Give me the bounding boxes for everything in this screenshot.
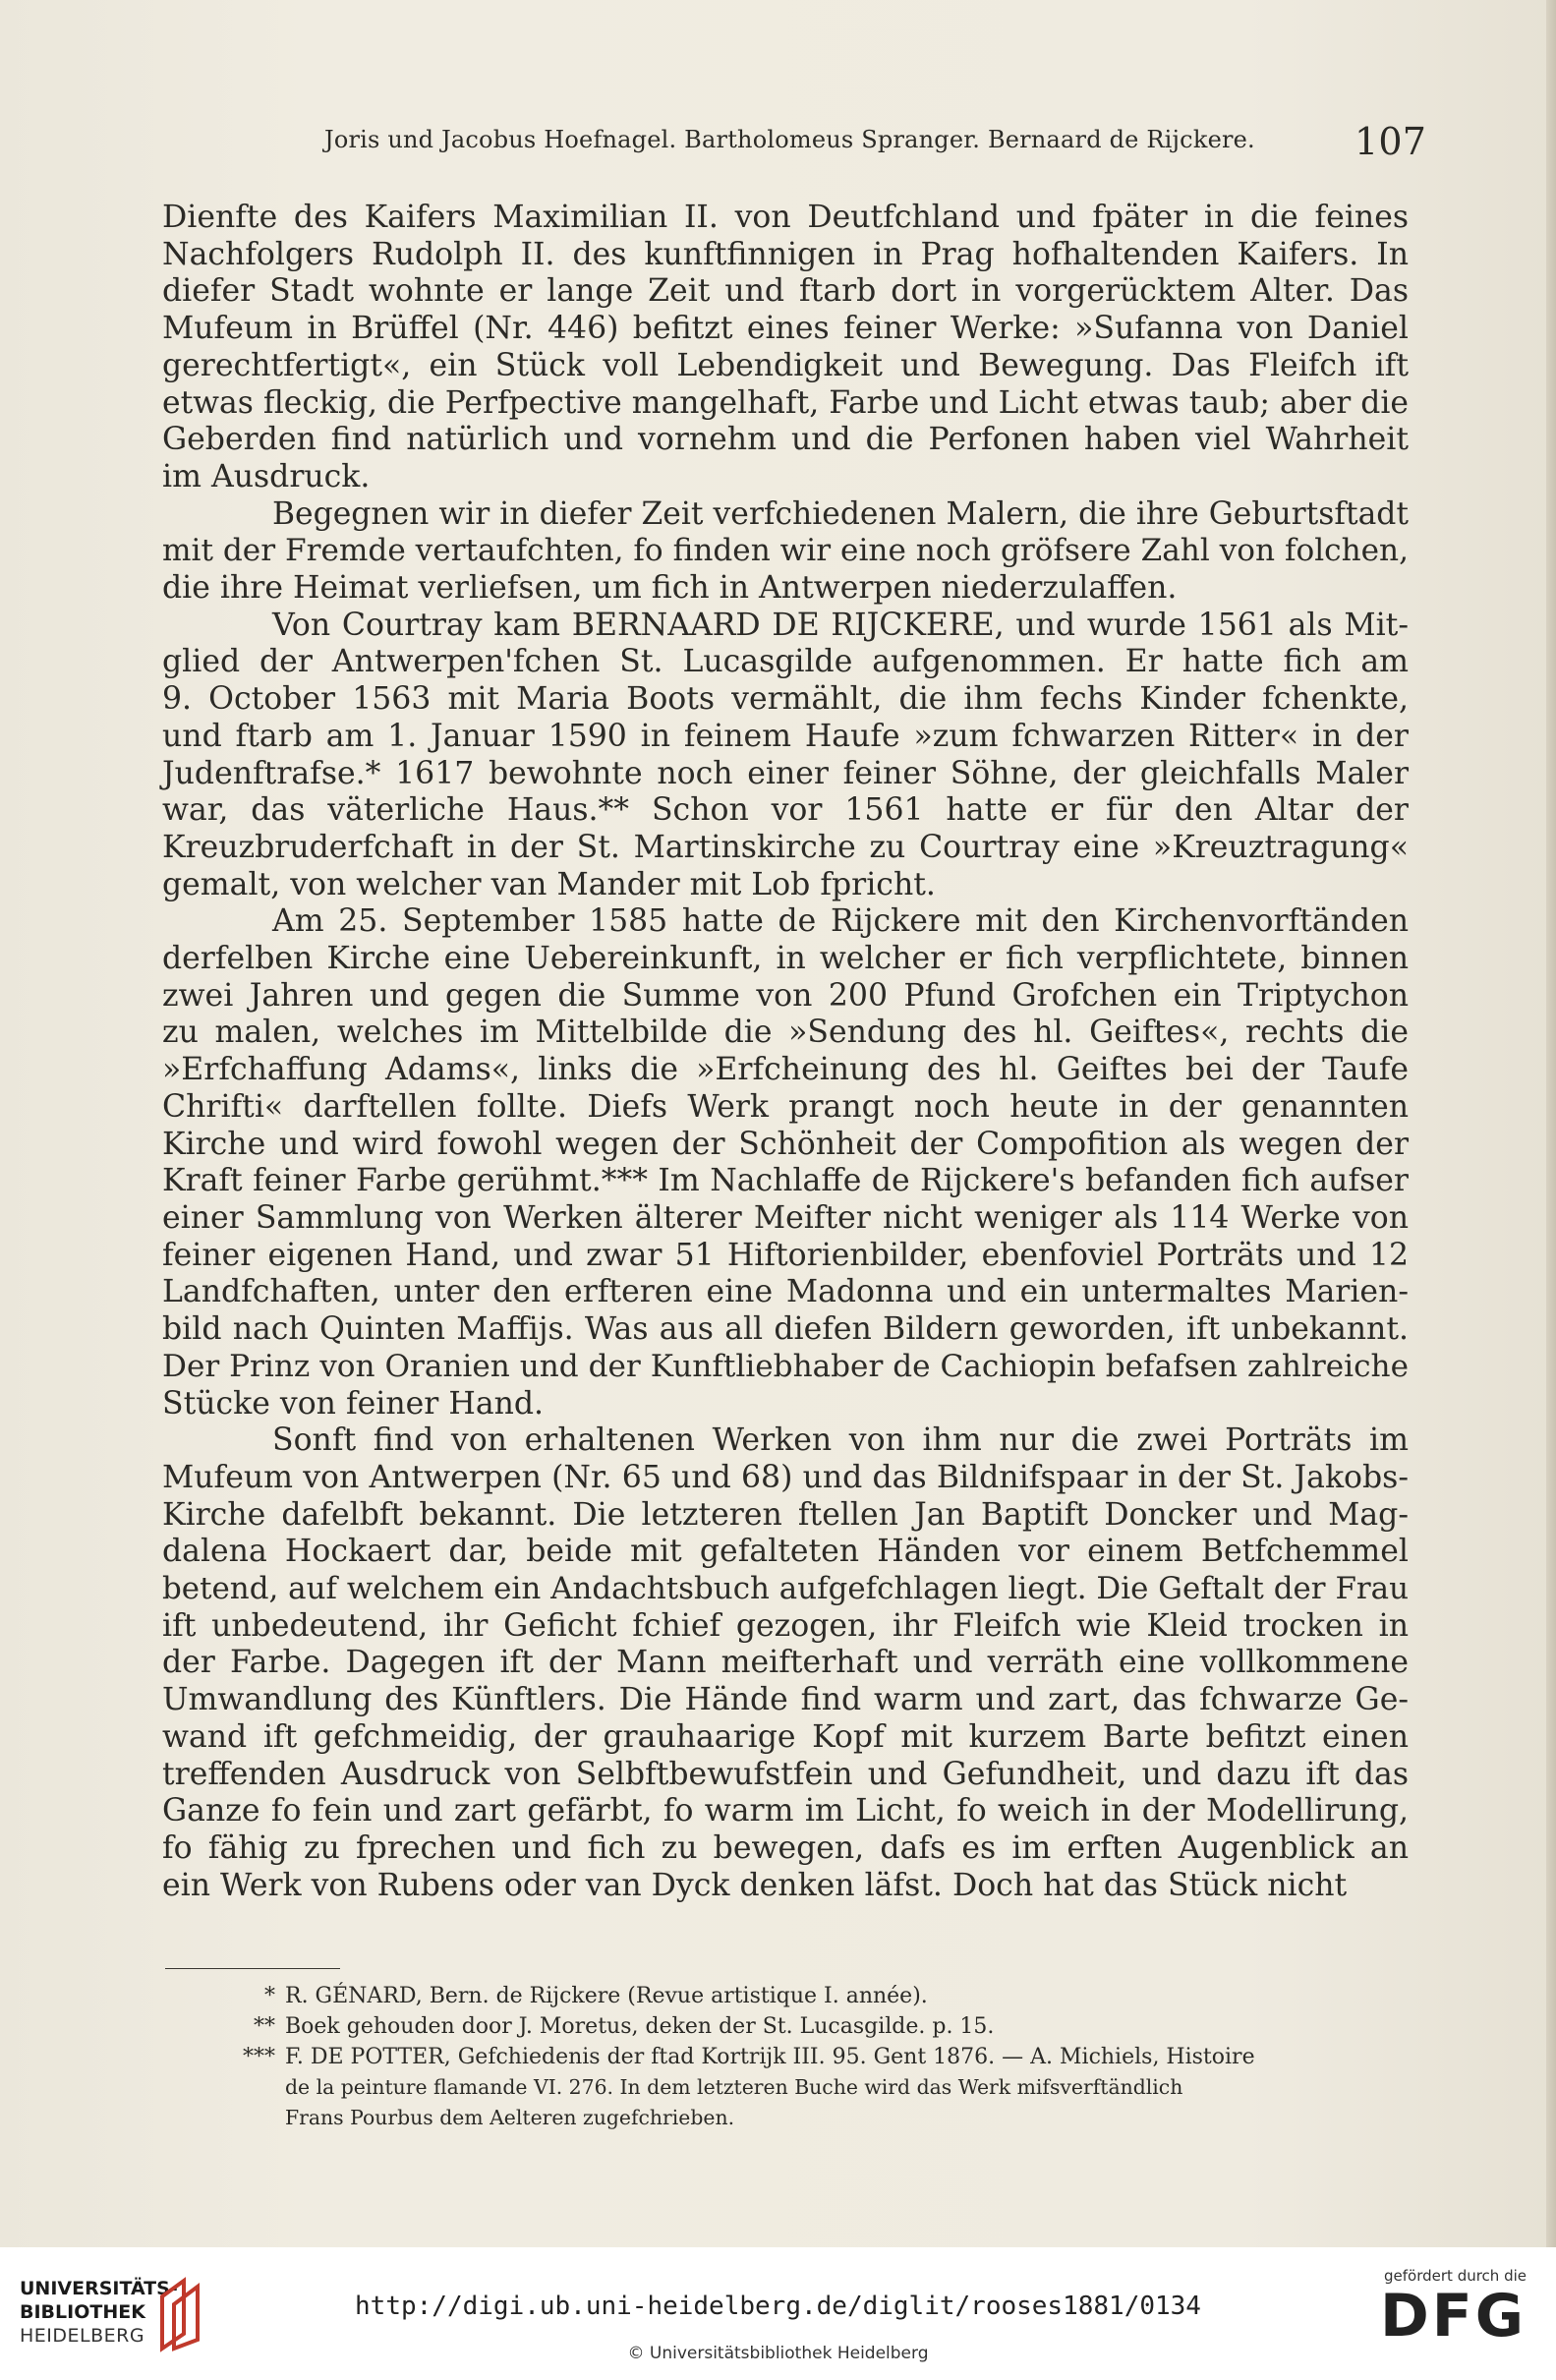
text-line: Begegnen wir in diefer Zeit verfchiedenen Malern, die ihre Geburtsftadt — [272, 495, 1409, 532]
paragraph — [162, 608, 1409, 904]
funded-by-label: gefördert durch die — [1384, 2267, 1527, 2285]
text-line: Mufeum in Brüffel (Nr. 446) befitzt eines feiner Werke: »Sufanna von Daniel — [162, 311, 1409, 347]
footnote — [197, 2042, 1408, 2072]
permalink-url[interactable]: http://digi.ub.uni-heidelberg.de/diglit/rooses1881/0134 — [355, 2292, 1201, 2321]
footnote-text: Boek gehouden door J. Moretus, deken der St. Lucasgilde. p. 15. — [285, 2014, 995, 2039]
text-line: einer Sammlung von Werken älterer Meifter nicht weniger als 114 Werke von — [162, 1199, 1409, 1236]
text-line: Am 25. September 1585 hatte de Rijckere mit den Kirchenvorftänden — [272, 903, 1409, 940]
text-line: gerechtfertigt«, ein Stück voll Lebendigkeit und Bewegung. Das Fleifch ift — [162, 347, 1409, 383]
body-text — [162, 200, 1409, 1904]
text-line: dalena Hockaert dar, beide mit gefalteten Händen vor einem Betfchemmel — [162, 1534, 1409, 1570]
paragraph — [162, 1422, 1409, 1904]
text-line: Mufeum von Antwerpen (Nr. 65 und 68) und das Bildnifspaar in der St. Jakobs- — [162, 1459, 1409, 1495]
text-line: diefer Stadt wohnte er lange Zeit und ftarb dort in vorgerücktem Alter. Das — [162, 273, 1409, 310]
text-line: zu malen, welches im Mittelbilde die »Sendung des hl. Geiftes«, rechts die — [162, 1015, 1409, 1051]
text-line: Der Prinz von Oranien und der Kunftliebhaber de Cachiopin befafsen zahlreiche — [162, 1348, 1409, 1384]
text-line: Chrifti« darftellen follte. Diefs Werk prangt noch heute in der genannten — [162, 1088, 1409, 1125]
text-line: die ihre Heimat verliefsen, um fich in Antwerpen niederzulaffen. — [162, 570, 1178, 607]
paragraph — [162, 200, 1409, 496]
text-line: derfelben Kirche eine Uebereinkunft, in welcher er fich verpflichtete, binnen — [162, 941, 1409, 977]
text-line: Landfchaften, unter den erfteren eine Madonna und ein untermaltes Marien- — [162, 1274, 1409, 1310]
page-edge — [1546, 0, 1556, 2247]
text-line: zwei Jahren und gegen die Summe von 200 Pfund Grofchen ein Triptychon — [162, 977, 1409, 1014]
text-line: ein Werk von Rubens oder van Dyck denken läfst. Doch hat das Stück nicht — [162, 1867, 1348, 1903]
text-line: etwas fleckig, die Perfpective mangelhaft, Farbe und Licht etwas taub; aber die — [162, 384, 1409, 421]
paragraph — [162, 903, 1409, 1422]
text-line: gemalt, von welcher van Mander mit Lob fpricht. — [162, 866, 936, 902]
footnote — [197, 2011, 1408, 2042]
footnote-continuation: de la peinture flamande VI. 276. In dem letzteren Buche wird das Werk mifsverftändlich — [285, 2075, 1183, 2099]
footnote-rule — [165, 1968, 340, 1969]
text-line: Nachfolgers Rudolph II. des kunftfinnigen in Prag hofhaltenden Kaifers. In — [162, 236, 1409, 272]
library-name-line3: HEIDELBERG — [20, 2325, 145, 2347]
library-name-line1: UNIVERSITÄTS- — [20, 2278, 178, 2299]
text-line: treffenden Ausdruck von Selbftbewufstfein und Gefundheit, und dazu ift das — [162, 1756, 1409, 1792]
copyright-notice: © Universitätsbibliothek Heidelberg — [627, 2344, 929, 2363]
text-line: Stücke von feiner Hand. — [162, 1385, 545, 1422]
text-line: Kreuzbruderfchaft in der St. Martinskirche zu Courtray eine »Kreuztragung« — [162, 829, 1409, 865]
footnote-mark: ** — [254, 2014, 275, 2039]
text-line: Kraft feiner Farbe gerühmt.*** Im Nachlaffe de Rijckere's befanden fich aufser — [162, 1163, 1409, 1199]
library-name-line2: BIBLIOTHEK — [20, 2301, 145, 2323]
text-line: fo fähig zu fprechen und fich zu bewegen, dafs es im erften Augenblick an — [162, 1829, 1409, 1866]
text-line: glied der Antwerpen'fchen St. Lucasgilde aufgenommen. Er hatte fich am — [162, 644, 1409, 680]
text-line: Geberden find natürlich und vornehm und die Perfonen haben viel Wahrheit — [162, 422, 1409, 458]
footnote-continuation: Frans Pourbus dem Aelteren zugefchrieben. — [285, 2106, 735, 2129]
text-line: und ftarb am 1. Januar 1590 in feinem Haufe »zum fchwarzen Ritter« in der — [162, 718, 1409, 754]
text-line: Ganze fo fein und zart gefärbt, fo warm im Licht, fo weich in der Modellirung, — [162, 1793, 1409, 1829]
text-line: Von Courtray kam BERNAARD DE RIJCKERE, und wurde 1561 als Mit- — [272, 607, 1409, 643]
text-line: Kirche dafelbft bekannt. Die letzteren ftellen Jan Baptift Doncker und Mag- — [162, 1496, 1409, 1533]
footnote — [197, 1981, 1408, 2011]
funder-logo[interactable] — [1379, 2267, 1527, 2351]
text-line: bild nach Quinten Maffijs. Was aus all diefen Bildern geworden, ift unbekannt. — [162, 1311, 1409, 1348]
footnote-mark: *** — [243, 2045, 275, 2069]
text-line: feiner eigenen Hand, und zwar 51 Hiftorienbilder, ebenfoviel Porträts und 12 — [162, 1237, 1409, 1273]
footnotes — [197, 1981, 1408, 2133]
footnote-mark: * — [264, 1984, 275, 2008]
page-number: 107 — [1354, 120, 1427, 163]
text-line: 9. October 1563 mit Maria Boots vermählt, die ihm fechs Kinder fchenkte, — [162, 681, 1409, 718]
text-line: Umwandlung des Künftlers. Die Hände find warm und zart, das fchwarze Ge- — [162, 1682, 1409, 1718]
viewer-footer — [0, 2247, 1556, 2380]
text-line: der Farbe. Dagegen ift der Mann meifterhaft und verräth eine vollkommene — [162, 1645, 1409, 1681]
text-line: betend, auf welchem ein Andachtsbuch aufgefchlagen liegt. Die Geftalt der Frau — [162, 1571, 1409, 1607]
text-line: mit der Fremde vertaufchten, fo finden wir eine noch gröfsere Zahl von folchen, — [162, 533, 1409, 569]
dfg-logo-text: DFG — [1379, 2282, 1527, 2351]
running-title: Joris und Jacobus Hoefnagel. Bartholomeus Spranger. Bernaard de Rijckere. — [324, 126, 1255, 153]
footnote-text: F. DE POTTER, Gefchiedenis der ftad Kortrijk III. 95. Gent 1876. — A. Michiels, Histoire — [285, 2045, 1255, 2069]
text-line: wand ift gefchmeidig, der grauhaarige Kopf mit kurzem Barte befitzt einen — [162, 1718, 1409, 1755]
paragraph — [162, 496, 1409, 608]
text-line: ift unbedeutend, ihr Geficht fchief gezogen, ihr Fleifch wie Kleid trocken in — [162, 1607, 1409, 1644]
text-line: Judenftrafse.* 1617 bewohnte noch einer feiner Söhne, der gleichfalls Maler — [162, 755, 1409, 791]
text-line: war, das väterliche Haus.** Schon vor 1561 hatte er für den Altar der — [162, 792, 1409, 829]
text-line: Kirche und wird fowohl wegen der Schönheit der Compofition als wegen der — [162, 1126, 1409, 1162]
text-line: »Erfchaffung Adams«, links die »Erfcheinung des hl. Geiftes bei der Taufe — [162, 1052, 1409, 1088]
footnote-text: R. GÉNARD, Bern. de Rijckere (Revue artistique I. année). — [285, 1984, 928, 2008]
text-line: Sonft find von erhaltenen Werken von ihm nur die zwei Porträts im — [272, 1422, 1409, 1459]
text-line: im Ausdruck. — [162, 458, 371, 494]
text-line: Dienfte des Kaifers Maximilian II. von Deutfchland und fpäter in die feines — [162, 200, 1409, 235]
